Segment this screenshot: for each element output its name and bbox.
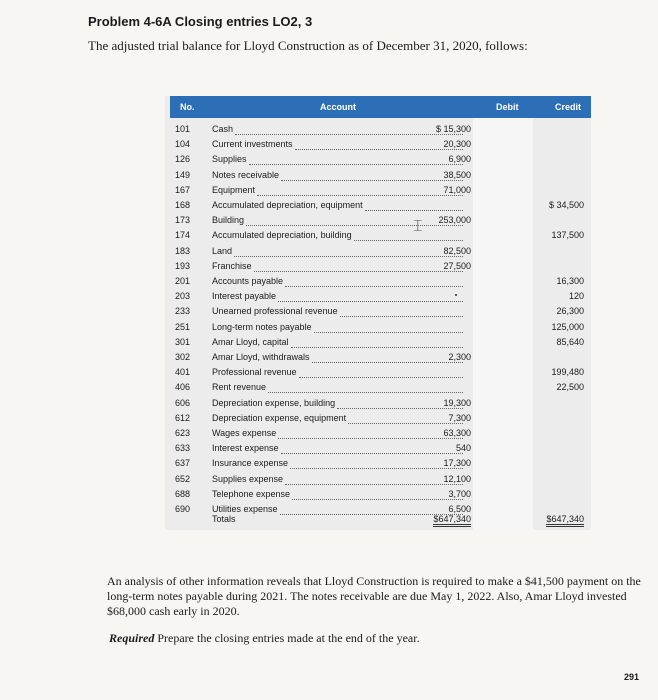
- header-credit: Credit: [555, 102, 582, 112]
- dot-leader: [354, 240, 463, 241]
- account-number: 302: [175, 352, 191, 362]
- table-row: [170, 367, 591, 382]
- header-debit: Debit: [496, 102, 519, 112]
- account-number: 149: [175, 169, 191, 180]
- debit-value: 7,300: [448, 412, 471, 423]
- problem-title: Problem 4-6A Closing entries LO2, 3: [88, 14, 313, 29]
- account-name: Notes receivable: [212, 169, 280, 180]
- debit-value: 38,500: [443, 169, 471, 180]
- account-name: Wages expense: [212, 428, 277, 438]
- table-row: [170, 352, 591, 367]
- required-label: Required: [109, 631, 155, 645]
- debit-value: 20,300: [443, 139, 471, 150]
- account-number: 652: [175, 473, 191, 484]
- account-number: 183: [175, 245, 191, 256]
- credit-value: $ 34,500: [548, 200, 584, 210]
- account-name: Accumulated depreciation, equipment: [212, 200, 363, 210]
- debit-value: 71,000: [443, 184, 471, 195]
- account-name: Depreciation expense, equipment: [212, 412, 347, 423]
- account-number: 688: [175, 488, 191, 499]
- table-row: [170, 489, 591, 504]
- credit-value: 120: [568, 291, 584, 302]
- table-row: [170, 322, 591, 337]
- table-row: [170, 185, 591, 200]
- account-name: Utilities expense: [212, 504, 278, 514]
- stray-mark: [455, 294, 457, 296]
- dot-leader: [246, 225, 463, 226]
- account-name: Depreciation expense, building: [212, 397, 336, 408]
- account-name: Unearned professional revenue: [212, 306, 338, 317]
- account-number: 233: [175, 306, 191, 317]
- account-number: 623: [175, 428, 191, 438]
- dot-leader: [337, 408, 463, 409]
- credit-value: 22,500: [556, 382, 584, 393]
- totals-debit: $647,340: [433, 514, 471, 527]
- table-row: [170, 170, 591, 185]
- account-number: 193: [175, 260, 191, 271]
- totals-row: [170, 514, 591, 529]
- account-number: 101: [175, 124, 191, 134]
- account-number: 406: [175, 382, 191, 393]
- account-name: Interest expense: [212, 443, 279, 454]
- table-row: [170, 200, 591, 215]
- required-text: Prepare the closing entries made at the end of the year.: [157, 631, 420, 645]
- dot-leader: [285, 484, 463, 485]
- account-name: Land: [212, 245, 233, 256]
- debit-value: 17,300: [443, 458, 471, 469]
- totals-credit: $647,340: [546, 514, 584, 527]
- dot-leader: [234, 256, 463, 257]
- dot-leader: [235, 134, 463, 135]
- account-number: 606: [175, 397, 191, 408]
- debit-value: 6,500: [448, 504, 471, 514]
- dot-leader: [290, 468, 463, 469]
- dot-leader: [257, 195, 463, 196]
- account-name: Cash: [212, 124, 234, 134]
- dot-leader: [348, 423, 463, 424]
- account-number: 690: [175, 504, 191, 514]
- account-name: Supplies: [212, 154, 247, 165]
- account-name: Amar Lloyd, withdrawals: [212, 352, 310, 362]
- debit-value: $ 15,300: [435, 124, 471, 134]
- account-name: Current investments: [212, 139, 293, 150]
- account-name: Insurance expense: [212, 458, 289, 469]
- dot-leader: [299, 377, 463, 378]
- dot-leader: [314, 332, 463, 333]
- analysis-paragraph: An analysis of other information reveals that Lloyd Construction is required to make a $41,500 payment on the long-term notes payable during 2021. The notes receivable are due May 1, 2022. Also, Amar Lloyd invested $68,000 cash early in 2020.: [107, 574, 641, 618]
- header-account: Account: [320, 102, 356, 112]
- account-number: 174: [175, 230, 191, 241]
- dot-leader: [365, 210, 463, 211]
- credit-value: 125,000: [551, 321, 584, 332]
- account-number: 201: [175, 276, 191, 286]
- account-number: 251: [175, 321, 191, 332]
- account-name: Building: [212, 215, 245, 226]
- table-row: [170, 291, 591, 306]
- account-number: 168: [175, 200, 191, 210]
- debit-value: 82,500: [443, 245, 471, 256]
- credit-value: 137,500: [551, 230, 584, 241]
- table-row: [170, 306, 591, 321]
- table-row: [170, 428, 591, 443]
- table-row: [170, 443, 591, 458]
- account-name: Interest payable: [212, 291, 277, 302]
- debit-value: 2,300: [448, 352, 471, 362]
- totals-label: Totals: [212, 514, 236, 524]
- dot-leader: [278, 438, 463, 439]
- debit-value: 540: [455, 443, 471, 454]
- dot-leader: [312, 362, 463, 363]
- credit-value: 26,300: [556, 306, 584, 317]
- table-row: [170, 261, 591, 276]
- text-cursor-icon: ⌶: [413, 216, 423, 235]
- header-no: No.: [180, 102, 195, 112]
- dot-leader: [249, 164, 463, 165]
- table-row: [170, 154, 591, 169]
- table-row: [170, 246, 591, 261]
- debit-value: 63,300: [443, 428, 471, 438]
- dot-leader: [295, 149, 463, 150]
- table-row: [170, 382, 591, 397]
- dot-leader: [292, 499, 463, 500]
- account-name: Franchise: [212, 260, 252, 271]
- credit-value: 199,480: [551, 367, 584, 378]
- account-number: 167: [175, 184, 191, 195]
- account-number: 612: [175, 412, 191, 423]
- account-name: Professional revenue: [212, 367, 297, 378]
- table-row: [170, 398, 591, 413]
- table-row: [170, 474, 591, 489]
- problem-intro: The adjusted trial balance for Lloyd Construction as of December 31, 2020, follows:: [88, 38, 528, 53]
- account-name: Accumulated depreciation, building: [212, 230, 352, 241]
- account-number: 104: [175, 139, 191, 150]
- debit-value: 6,900: [448, 154, 471, 165]
- table-row: [170, 276, 591, 291]
- page-number: 291: [624, 672, 640, 682]
- credit-value: 85,640: [556, 336, 584, 347]
- table-row: [170, 230, 591, 245]
- dot-leader: [281, 453, 463, 454]
- debit-value: 12,100: [443, 473, 471, 484]
- account-name: Equipment: [212, 184, 256, 195]
- account-number: 401: [175, 367, 191, 378]
- dot-leader: [268, 392, 463, 393]
- table-row: [170, 139, 591, 154]
- account-name: Long-term notes payable: [212, 321, 312, 332]
- table-row: [170, 124, 591, 139]
- account-number: 173: [175, 215, 191, 226]
- dot-leader: [278, 301, 463, 302]
- account-number: 301: [175, 336, 191, 347]
- dot-leader: [291, 347, 463, 348]
- debit-value: 19,300: [443, 397, 471, 408]
- dot-leader: [281, 180, 463, 181]
- debit-value: 253,000: [438, 215, 471, 226]
- dot-leader: [340, 316, 463, 317]
- account-number: 203: [175, 291, 191, 302]
- dot-leader: [285, 286, 463, 287]
- account-name: Accounts payable: [212, 276, 284, 286]
- account-name: Amar Lloyd, capital: [212, 336, 289, 347]
- debit-value: 3,700: [448, 488, 471, 499]
- debit-value: 27,500: [443, 260, 471, 271]
- table-row: [170, 337, 591, 352]
- account-number: 126: [175, 154, 191, 165]
- required-instruction: [109, 631, 420, 646]
- account-name: Telephone expense: [212, 488, 291, 499]
- credit-value: 16,300: [556, 276, 584, 286]
- account-name: Supplies expense: [212, 473, 284, 484]
- dot-leader: [254, 271, 463, 272]
- account-number: 633: [175, 443, 191, 454]
- table-row: [170, 458, 591, 473]
- table-row: [170, 215, 591, 230]
- account-name: Rent revenue: [212, 382, 267, 393]
- account-number: 637: [175, 458, 191, 469]
- table-row: [170, 413, 591, 428]
- trial-balance-header: [170, 96, 591, 118]
